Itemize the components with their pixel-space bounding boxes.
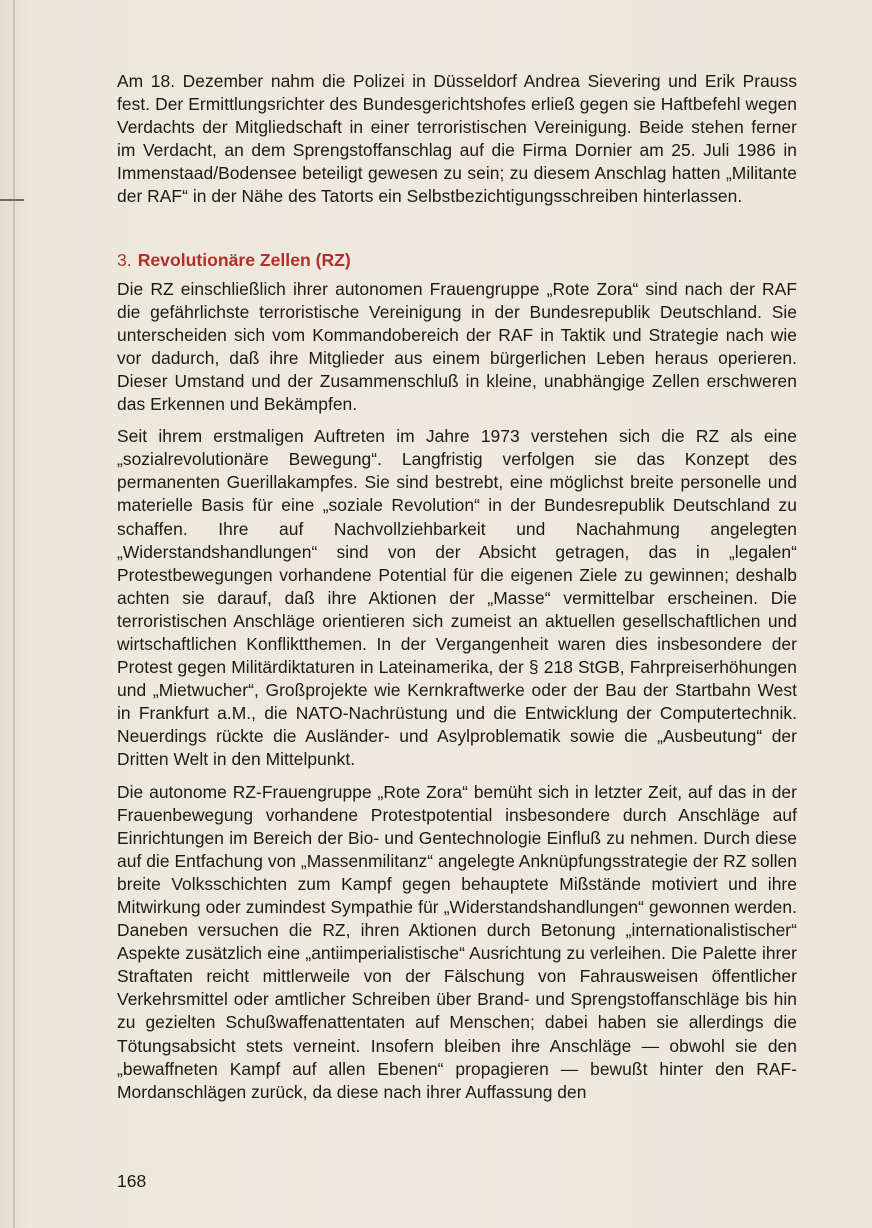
paragraph-3: Die autonome RZ-Frauengruppe „Rote Zora“ bemüht sich in letzter Zeit, auf das in der Frauenbewegung vorhandene Protestpotential insbesondere durch Anschläge auf Einrichtungen im Bereich der Bio- und Gentechnologie Einfluß zu nehmen. Durch diese auf die Entfachung von „Massenmilitanz“ angelegte Anknüpfungsstrategie der RZ sollen breite Volksschichten zum Kampf gegen behauptete Mißstände motiviert und ihre Mitwirkung oder zumindest Sympathie für „Widerstandshandlungen“ gewonnen werden. Daneben versuchen die RZ, ihren Aktionen durch Betonung „internationalistischer“ Aspekte zusätzlich eine „antiimperialistische“ Ausrichtung zu verleihen. Die Palette ihrer Straftaten reicht mittlerweile von der Fälschung von Fahrausweisen öffentlicher Verkehrsmittel oder amtlicher Schreiben über Brand- und Sprengstoffanschläge bis hin zu gezielten Schußwaffenattentaten auf Menschen; dabei haben sie allerdings die Tötungsabsicht stets verneint. Insofern bleiben ihre Anschläge — obwohl sie den „bewaffneten Kampf auf allen Ebenen“ propagieren — bewußt hinter den RAF-Mordanschlägen zurück, da diese nach ihrer Auffassung den — [117, 781, 797, 1102]
margin-mark — [0, 199, 24, 201]
section-heading — [117, 249, 797, 272]
intro-paragraph: Am 18. Dezember nahm die Polizei in Düsseldorf Andrea Sievering und Erik Prauss fest. Der Ermittlungsrichter des Bundesgerichtshofes erließ gegen sie Haftbefehl wegen Verdachts der Mitgliedschaft in einer terroristischen Vereinigung. Beide stehen ferner im Verdacht, an dem Sprengstoffanschlag auf die Firma Dornier am 25. Juli 1986 in Immenstaad/Bodensee beteiligt gewesen zu sein; zu diesem Anschlag hatten „Militante der RAF“ in der Nähe des Tatorts ein Selbstbezichtigungsschreiben hinterlassen. — [117, 71, 797, 207]
page-number: 168 — [117, 1171, 147, 1191]
section-title: Revolutionäre Zellen (RZ) — [137, 249, 351, 270]
paragraph-1: Die RZ einschließlich ihrer autonomen Frauengruppe „Rote Zora“ sind nach der RAF die gefährlichste terroristische Vereinigung in der Bundesrepublik Deutschland. Sie unterscheiden sich vom Kommandobereich der RAF in Taktik und Strategie nach wie vor dadurch, daß ihre Mitglieder aus einem bürgerlichen Leben heraus operieren. Dieser Umstand und der Zusammenschluß in kleine, unabhängige Zellen erschweren das Erkennen und Bekämpfen. — [117, 278, 797, 415]
binding-edge — [13, 0, 15, 1228]
paragraph-2: Seit ihrem erstmaligen Auftreten im Jahre 1973 verstehen sich die RZ als eine „sozialrevolutionäre Bewegung“. Langfristig verfolgen sie das Konzept des permanenten Guerillakampfes. Sie sind bestrebt, eine möglichst breite personelle und materielle Basis für eine „soziale Revolution“ in der Bundesrepublik Deutschland zu schaffen. Ihre auf Nachvollziehbarkeit und Nachahmung angelegten „Widerstandshandlungen“ sind von der Absicht getragen, das in „legalen“ Protestbewegungen vorhandene Potential für die eigenen Ziele zu gewinnen; deshalb achten sie darauf, daß ihre Aktionen der „Masse“ vermittelbar erscheinen. Die terroristischen Anschläge orientieren sich zumeist an aktuellen gesellschaftlichen und wirtschaftlichen Konfliktthemen. In der Vergangenheit waren dies insbesondere der Protest gegen Militärdiktaturen in Lateinamerika, der § 218 StGB, Fahrpreiserhöhungen und „Mietwucher“, Großprojekte wie Kernkraftwerke oder der Bau der Startbahn West in Frankfurt a.M., die NATO-Nachrüstung und die Entwicklung der Computertechnik. Neuerdings rückte die Ausländer- und Asylproblematik sowie die „Ausbeutung“ der Dritten Welt in den Mittelpunkt. — [117, 426, 797, 770]
text-column — [117, 70, 797, 1104]
section-number: 3. — [117, 249, 132, 270]
